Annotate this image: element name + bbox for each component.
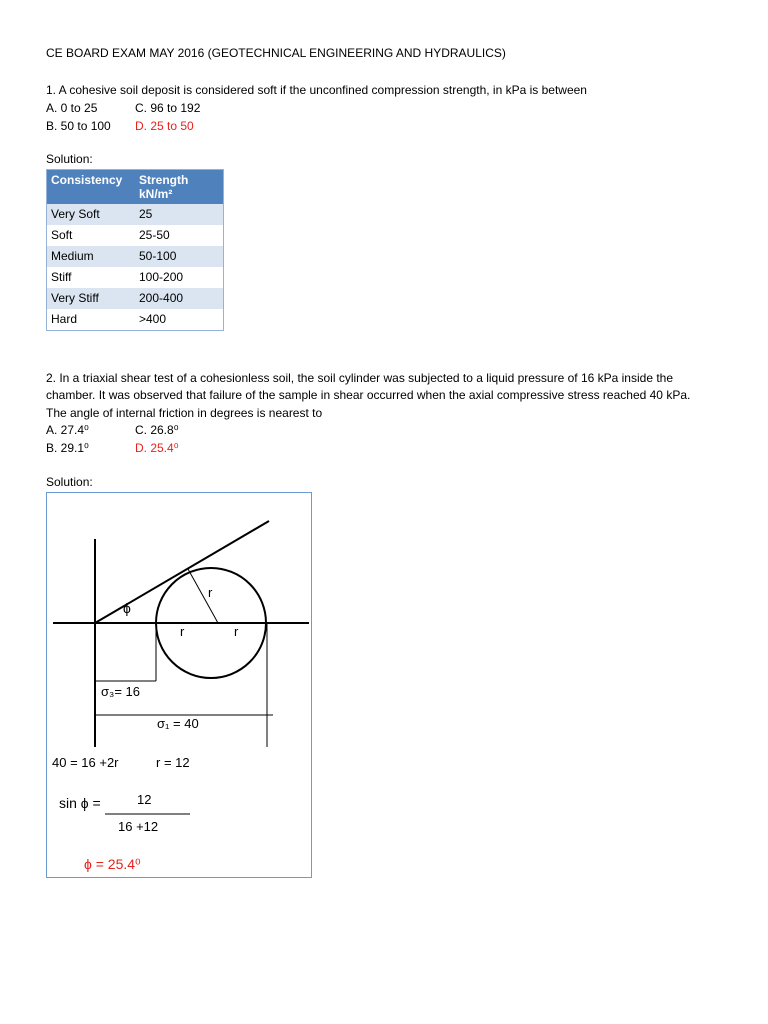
table-row: [47, 246, 224, 267]
radius-label-right: r: [234, 624, 239, 639]
table-row: [47, 225, 224, 246]
phi-answer: ϕ = 25.4⁰: [84, 856, 141, 872]
table-header-row: [47, 170, 224, 205]
equation-radius: r = 12: [156, 755, 190, 770]
radius-line: [188, 569, 218, 623]
fraction-numerator: 12: [137, 792, 152, 807]
table-cell-strength: 25: [135, 204, 224, 225]
sin-phi-label: sin ϕ =: [59, 795, 101, 811]
table-row: [47, 204, 224, 225]
table-row: [47, 309, 224, 331]
table-cell-strength: 200-400: [135, 288, 224, 309]
table-cell-strength: 100-200: [135, 267, 224, 288]
q2-choice-b: B. 29.1⁰: [46, 441, 89, 455]
q1-choice-b: B. 50 to 100: [46, 119, 111, 133]
table-header-consistency: Consistency: [47, 170, 136, 205]
failure-envelope-line: [95, 521, 269, 623]
table-cell-consistency: Very Soft: [47, 204, 136, 225]
table-cell-consistency: Medium: [47, 246, 136, 267]
fraction-denominator: 16 +12: [118, 819, 159, 834]
page-title: CE BOARD EXAM MAY 2016 (GEOTECHNICAL ENGINEERING AND HYDRAULICS): [46, 46, 506, 60]
table-cell-consistency: Stiff: [47, 267, 136, 288]
q2-solution-label: Solution:: [46, 475, 93, 489]
q1-choice-d-answer: D. 25 to 50: [135, 119, 194, 133]
q2-choice-a: A. 27.4⁰: [46, 423, 89, 437]
consistency-table: [46, 169, 224, 331]
table-row: [47, 267, 224, 288]
mohr-circle-diagram: [47, 493, 313, 879]
table-cell-strength: 50-100: [135, 246, 224, 267]
table-cell-consistency: Very Stiff: [47, 288, 136, 309]
q2-choice-d-answer: D. 25.4⁰: [135, 441, 179, 455]
mohr-circle-figure: [46, 492, 312, 878]
sigma3-label: σ₃= 16: [101, 684, 140, 699]
radius-label-diagonal: r: [208, 585, 213, 600]
question-2-line-1: 2. In a triaxial shear test of a cohesionless soil, the soil cylinder was subjected to a liquid pressure of 16 kPa inside the: [46, 371, 674, 385]
question-2-line-2: chamber. It was observed that failure of the sample in shear occurred when the axial compressive stress reached 40 kPa.: [46, 388, 691, 402]
q1-choice-c: C. 96 to 192: [135, 101, 201, 115]
table-header-strength: [135, 170, 224, 205]
table-row: [47, 288, 224, 309]
sigma1-label: σ₁ = 40: [157, 716, 199, 731]
question-2-line-3: The angle of internal friction in degrees is nearest to: [46, 406, 323, 420]
question-1-text: 1. A cohesive soil deposit is considered soft if the unconfined compression strength, in kPa is between: [46, 83, 587, 97]
q1-choice-a: A. 0 to 25: [46, 101, 98, 115]
table-header-strength-unit: kN/m²: [139, 187, 173, 201]
table-cell-strength: >400: [135, 309, 224, 331]
table-cell-consistency: Soft: [47, 225, 136, 246]
table-header-strength-line1: Strength: [139, 173, 189, 187]
q1-solution-label: Solution:: [46, 152, 93, 166]
q2-choice-c: C. 26.8⁰: [135, 423, 179, 437]
radius-label-left: r: [180, 624, 185, 639]
phi-angle-label: ϕ: [123, 600, 131, 616]
table-cell-strength: 25-50: [135, 225, 224, 246]
equation-sum: 40 = 16 +2r: [52, 755, 119, 770]
table-cell-consistency: Hard: [47, 309, 136, 331]
